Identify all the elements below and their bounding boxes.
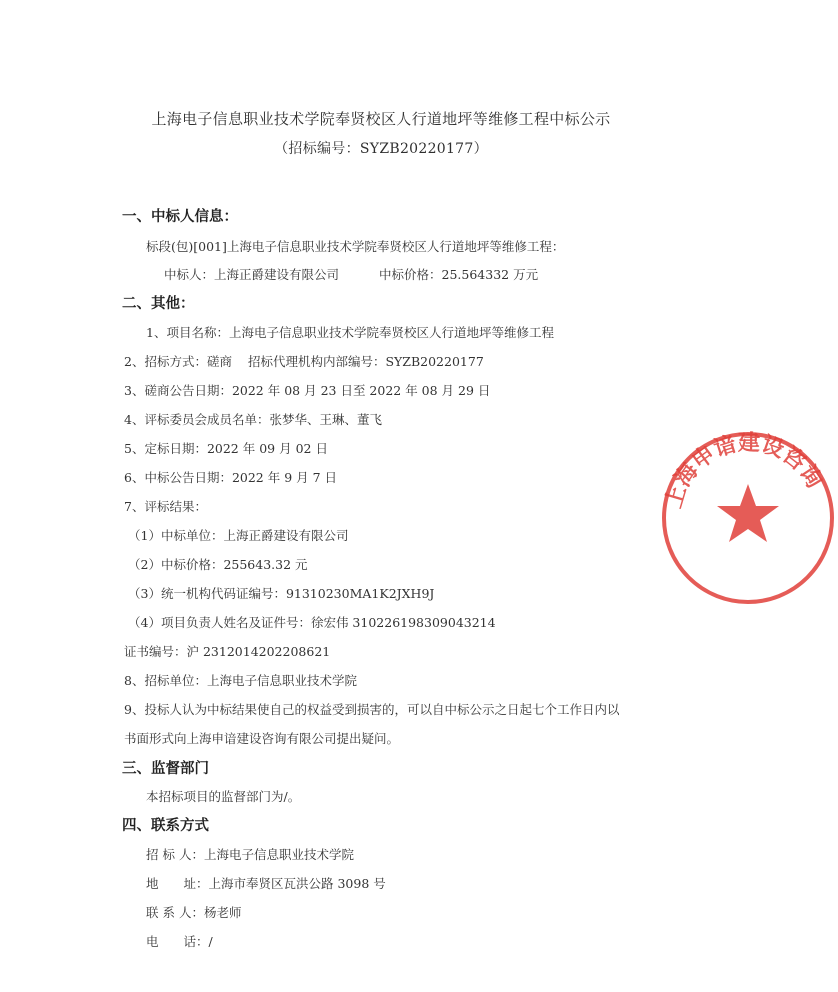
- section-heading-supervision: 三、监督部门: [122, 761, 209, 777]
- list-item: 8、招标单位：上海电子信息职业技术学院: [124, 673, 357, 688]
- section-heading-contact: 四、联系方式: [122, 818, 209, 834]
- list-item: 4、评标委员会成员名单：张梦华、王琳、董飞: [124, 412, 382, 427]
- price-label: 中标价格：25.564332 万元: [379, 267, 539, 282]
- list-item: 书面形式向上海申谙建设咨询有限公司提出疑问。: [124, 731, 400, 746]
- section-heading-other: 二、其他：: [122, 296, 195, 312]
- list-item: 3、磋商公告日期：2022 年 08 月 23 日至 2022 年 08 月 29 日: [124, 383, 491, 398]
- seal-star-icon: [717, 484, 779, 542]
- svg-text:上海申谙建设咨询: [661, 430, 826, 511]
- section-heading-winner-info: 一、中标人信息：: [122, 209, 238, 225]
- list-item: （2）中标价格：255643.32 元: [128, 557, 308, 572]
- contact-address: 地 址：上海市奉贤区瓦洪公路 3098 号: [146, 876, 386, 891]
- supervision-text: 本招标项目的监督部门为/。: [146, 789, 301, 804]
- list-item: [124, 352, 484, 370]
- list-item: （1）中标单位：上海正爵建设有限公司: [128, 528, 349, 543]
- winner-price-line: [164, 265, 538, 283]
- list-item: 5、定标日期：2022 年 09 月 02 日: [124, 441, 328, 456]
- document-subtitle: （招标编号：SYZB20220177）: [274, 141, 488, 157]
- agency-internal-number: 招标代理机构内部编号：SYZB20220177: [247, 354, 484, 369]
- tender-method: 2、招标方式：磋商: [124, 354, 232, 369]
- document-title: 上海电子信息职业技术学院奉贤校区人行道地坪等维修工程中标公示: [151, 110, 611, 128]
- list-item: 证书编号：沪 2312014202208621: [124, 644, 331, 659]
- list-item: 6、中标公告日期：2022 年 9 月 7 日: [124, 470, 338, 485]
- contact-phone: 电 话：/: [146, 934, 213, 949]
- winner-label: 中标人：上海正爵建设有限公司: [164, 267, 340, 282]
- seal-text: 上海申谙建设咨询: [661, 430, 827, 512]
- list-item: 7、评标结果：: [124, 499, 207, 514]
- contact-tenderer: 招 标 人：上海电子信息职业技术学院: [146, 847, 354, 862]
- list-item: 9、投标人认为中标结果使自己的权益受到损害的，可以自中标公示之日起七个工作日内以: [124, 702, 620, 717]
- list-item: （4）项目负责人姓名及证件号：徐宏伟 310226198309043214: [128, 615, 496, 630]
- list-item: （3）统一机构代码证编号：91310230MA1K2JXH9J: [128, 586, 435, 601]
- list-item: 1、项目名称：上海电子信息职业技术学院奉贤校区人行道地坪等维修工程: [146, 325, 554, 340]
- lot-line: 标段(包)[001]上海电子信息职业技术学院奉贤校区人行道地坪等维修工程：: [146, 239, 565, 254]
- company-seal: [658, 428, 838, 608]
- contact-person: 联 系 人：杨老师: [146, 905, 242, 920]
